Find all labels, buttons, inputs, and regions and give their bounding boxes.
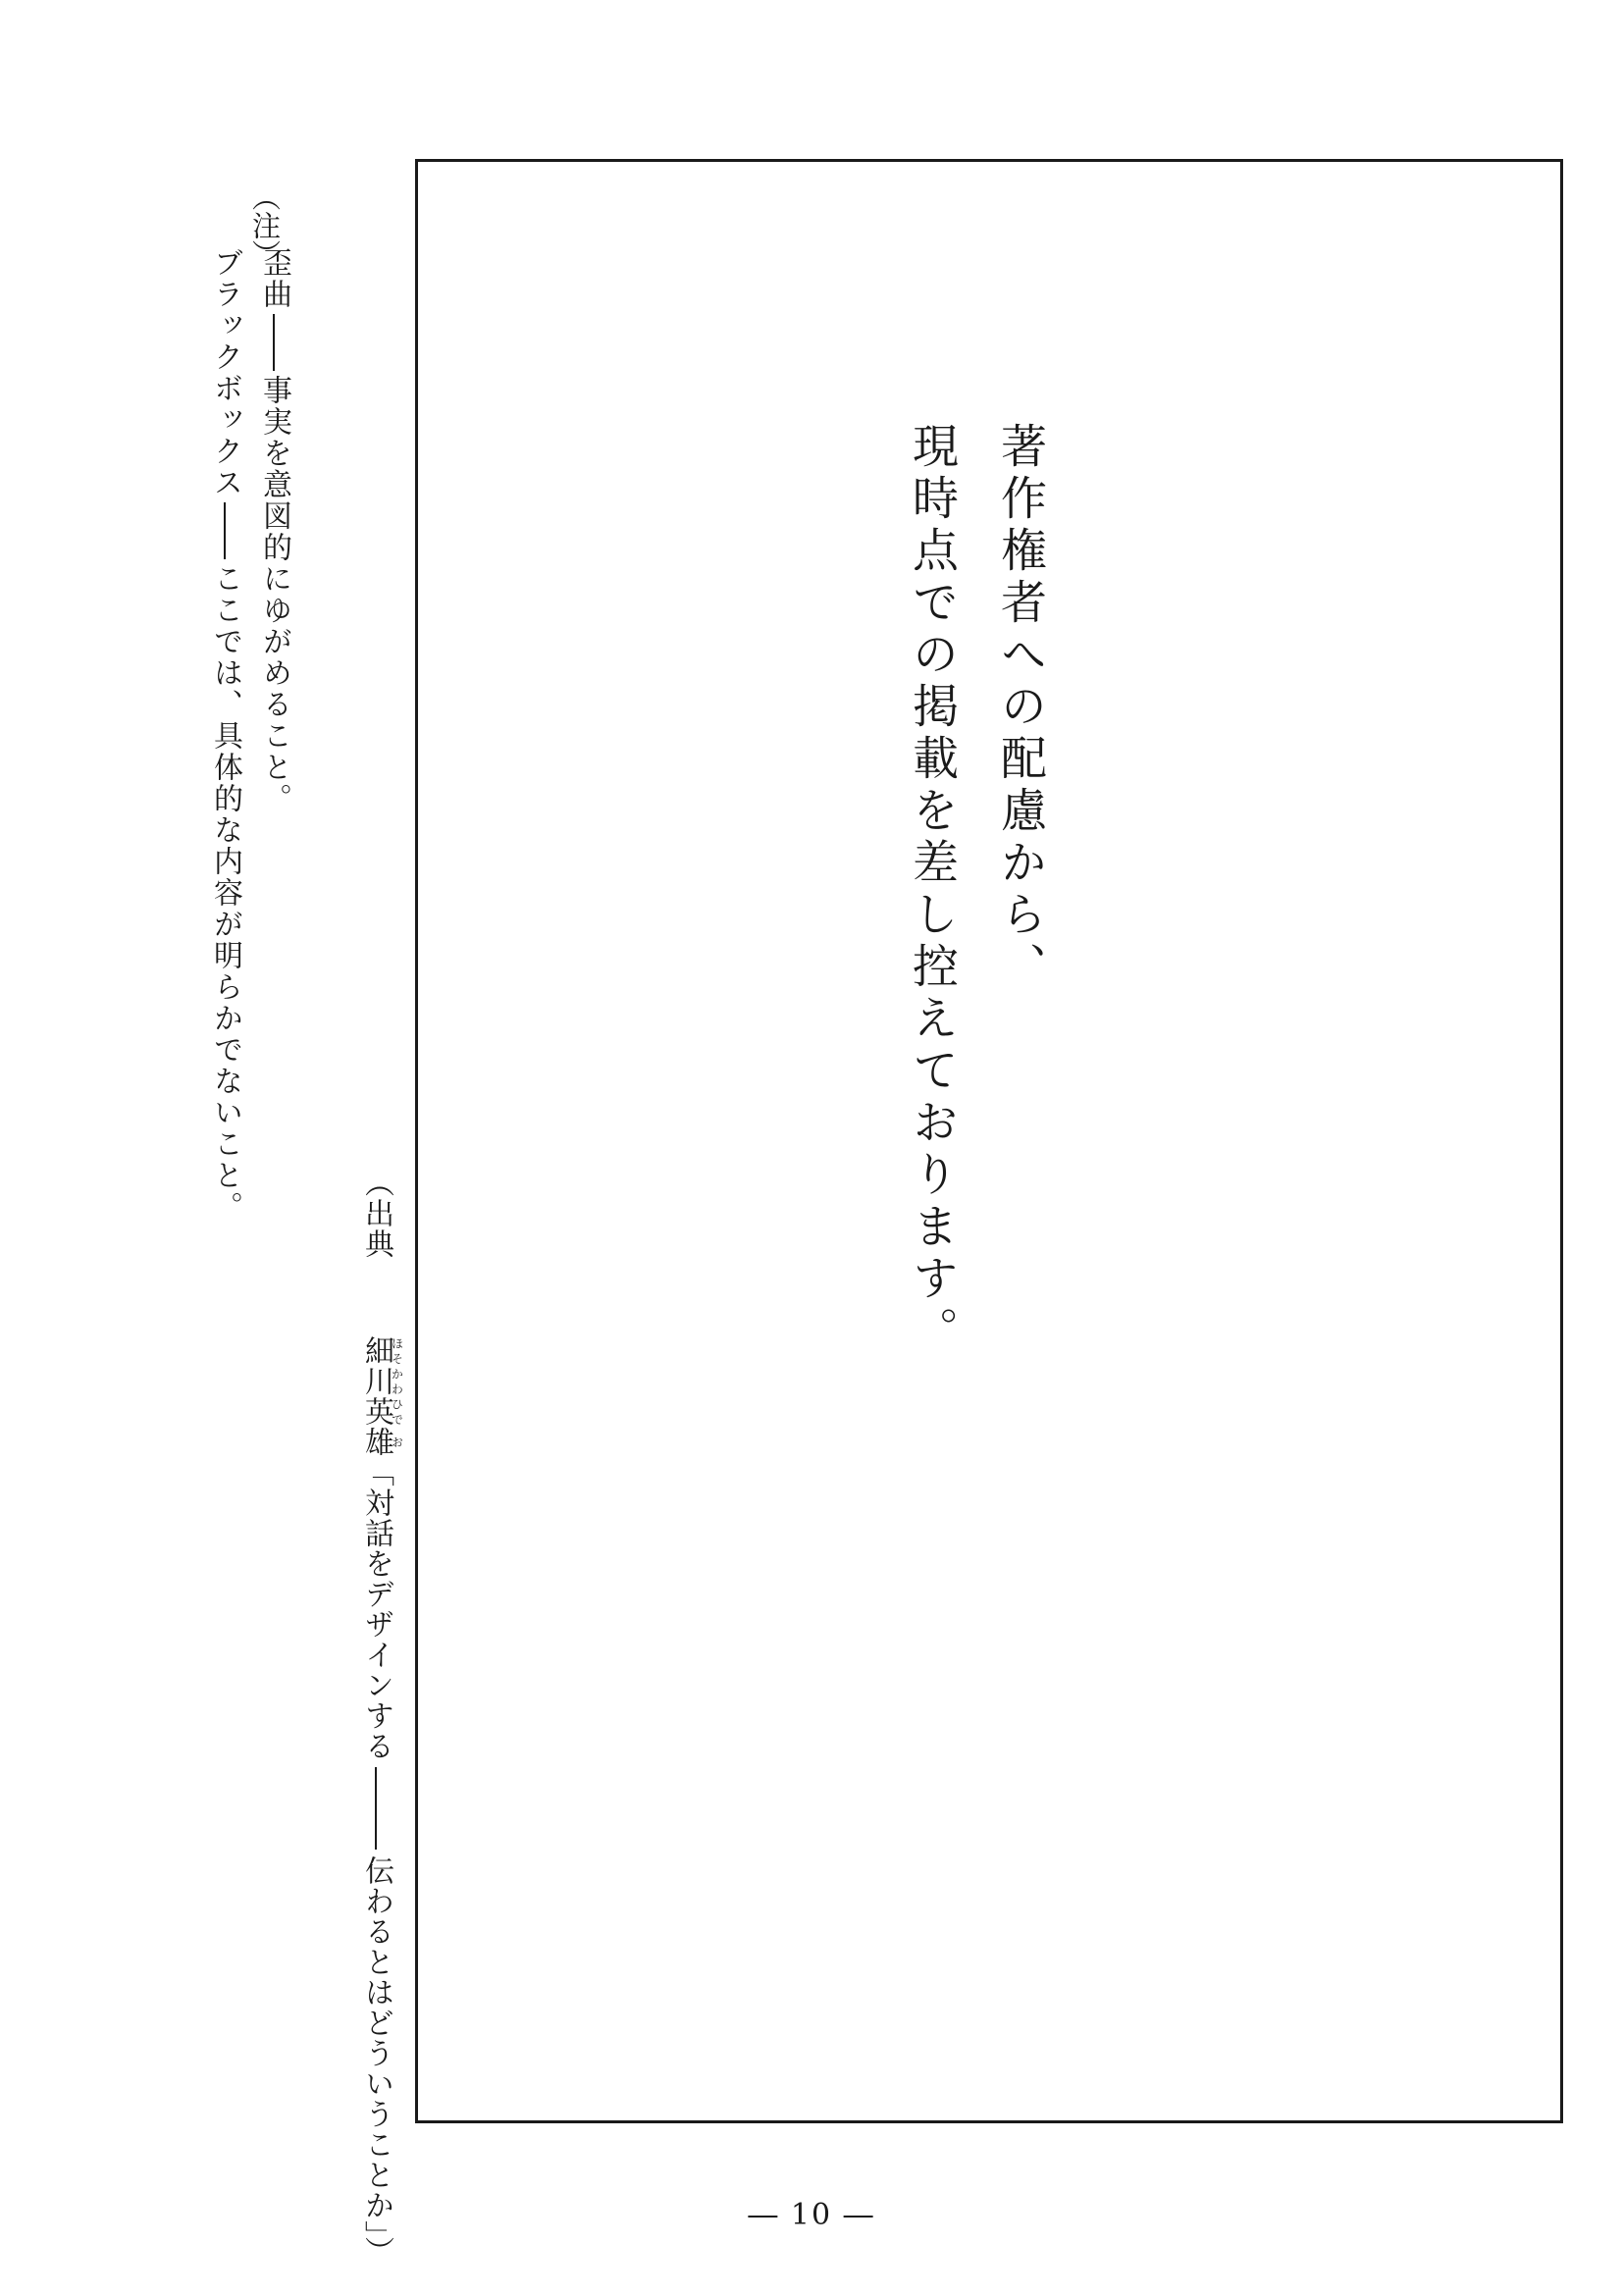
em-dash (224, 502, 226, 559)
em-dash (375, 1767, 377, 1850)
notes-heading: （注） (248, 183, 282, 268)
note-definition: ここでは、具体的な内容が明らかでないこと。 (208, 563, 242, 1223)
note-item (257, 247, 291, 814)
page-number: ― 10 ― (748, 2198, 875, 2232)
source-title-part-1: 「対話をデザインする (359, 1457, 393, 1761)
copyright-notice-line-2: 現時点での掲載を差し控えております。 (905, 422, 959, 1358)
source-open: （出典 (359, 1168, 393, 1259)
note-item (208, 247, 242, 1223)
excerpt-frame (415, 159, 1563, 2123)
source-author: 細ほそ川かわ英ひで雄お (359, 1335, 404, 1457)
source-title-part-2: 伝わるとはどういうことか」） (359, 1855, 393, 2267)
copyright-notice-line-1: 著作権者への配慮から、 (993, 422, 1047, 994)
note-term: ブラックボックス (208, 247, 242, 498)
note-definition: 事実を意図的にゆがめること。 (257, 375, 291, 814)
source-citation (361, 1168, 403, 2267)
em-dash (273, 314, 275, 371)
note-term: 歪曲 (257, 247, 291, 310)
